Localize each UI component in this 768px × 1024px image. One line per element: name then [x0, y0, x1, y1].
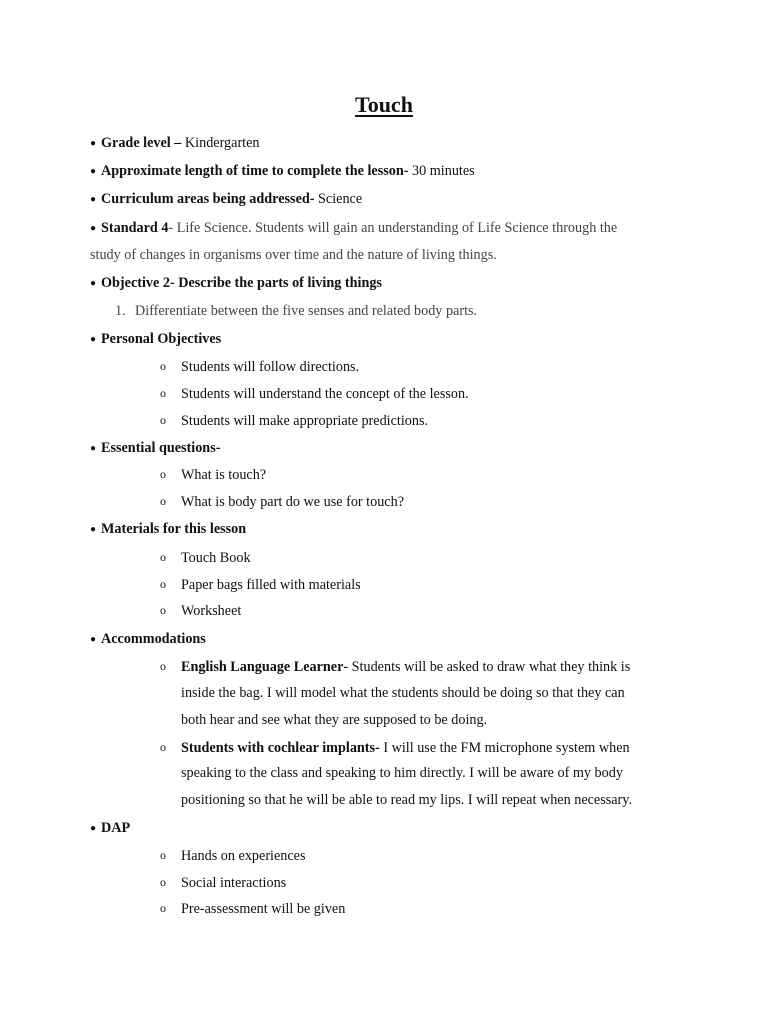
bullet-icon: ● [90, 278, 97, 289]
materials-line [90, 519, 246, 540]
ell-text-line3: both hear and see what they are supposed to be doing. [181, 712, 488, 728]
list-item [160, 898, 345, 919]
cochlear-label: Students with cochlear implants- [181, 740, 380, 756]
bullet-icon: ● [90, 194, 97, 205]
circle-bullet-icon: o [160, 467, 166, 481]
bullet-icon: ● [90, 634, 97, 645]
circle-bullet-icon: o [160, 875, 166, 889]
bullet-icon: ● [90, 334, 97, 345]
lesson-length-line [90, 161, 475, 182]
circle-bullet-icon: o [160, 603, 166, 617]
ell-label: English Language Learner [181, 659, 344, 675]
curriculum-label: Curriculum areas being addressed- [101, 191, 315, 207]
circle-bullet-icon: o [160, 901, 166, 915]
circle-bullet-icon: o [160, 740, 166, 754]
list-item-text: Students will follow directions. [181, 359, 360, 375]
circle-bullet-icon: o [160, 494, 166, 508]
personal-objectives-heading: Personal Objectives [101, 331, 222, 347]
grade-level-label: Grade level – [101, 135, 182, 151]
list-item [160, 491, 404, 512]
bullet-icon: ● [90, 524, 97, 535]
objective-number: 1. [115, 303, 126, 319]
standard-label: Standard 4 [101, 220, 169, 236]
cochlear-text-line2: speaking to the class and speaking to him directly. I will be aware of my body [181, 765, 623, 781]
list-item-text: Students will understand the concept of the lesson. [181, 386, 469, 402]
grade-level-value: Kindergarten [181, 135, 260, 151]
ell-text-line1: - Students will be asked to draw what they think is [343, 659, 631, 675]
bullet-icon: ● [90, 823, 97, 834]
dap-line [90, 818, 130, 839]
list-item-text: Touch Book [181, 550, 251, 566]
standard-text-line1: - Life Science. Students will gain an understanding of Life Science through the [168, 220, 618, 236]
list-item [160, 383, 469, 404]
list-item-text: Hands on experiences [181, 848, 306, 864]
objective-item [115, 301, 477, 321]
list-item-text: What is body part do we use for touch? [181, 494, 404, 510]
circle-bullet-icon: o [160, 359, 166, 373]
list-item [160, 464, 266, 485]
list-item-text: What is touch? [181, 467, 267, 483]
page-title: Touch [355, 92, 413, 117]
lesson-length-value: 30 minutes [408, 163, 475, 179]
list-item-text: Students will make appropriate predictions. [181, 413, 429, 429]
lesson-length-label: Approximate length of time to complete the lesson- [101, 163, 409, 179]
accommodations-heading: Accommodations [101, 631, 206, 647]
bullet-icon: ● [90, 166, 97, 177]
list-item [160, 656, 630, 677]
cochlear-text-line3: positioning so that he will be able to read my lips. I will repeat when necessary. [181, 792, 632, 808]
ell-text-line2: inside the bag. I will model what the students should be doing so that they can [181, 685, 625, 701]
objective-heading: Objective 2- Describe the parts of living things [101, 275, 382, 291]
objective-item-text: Differentiate between the five senses and related body parts. [135, 303, 478, 319]
standard-text-line2: study of changes in organisms over time and the nature of living things. [90, 247, 497, 263]
bullet-icon: ● [90, 138, 97, 149]
list-item [160, 547, 251, 568]
curriculum-value: Science [314, 191, 363, 207]
grade-level-line [90, 133, 260, 154]
essential-questions-heading: Essential questions- [101, 440, 221, 456]
list-item [160, 600, 241, 621]
dap-heading: DAP [101, 820, 131, 836]
circle-bullet-icon: o [160, 386, 166, 400]
accommodations-line [90, 629, 206, 650]
list-item [160, 410, 428, 431]
circle-bullet-icon: o [160, 848, 166, 862]
list-item-text: Paper bags filled with materials [181, 577, 361, 593]
list-item [160, 356, 359, 377]
list-item-text: Pre-assessment will be given [181, 901, 346, 917]
cochlear-text-line1: I will use the FM microphone system when [379, 740, 630, 756]
circle-bullet-icon: o [160, 577, 166, 591]
circle-bullet-icon: o [160, 659, 166, 673]
personal-objectives-line [90, 329, 221, 350]
list-item-text: Social interactions [181, 875, 287, 891]
list-item-text: Worksheet [181, 603, 242, 619]
essential-questions-line [90, 438, 220, 459]
curriculum-line [90, 189, 362, 210]
list-item [160, 845, 306, 866]
objective-line [90, 273, 382, 294]
list-item [160, 737, 630, 758]
materials-heading: Materials for this lesson [101, 521, 247, 537]
circle-bullet-icon: o [160, 413, 166, 427]
list-item [160, 574, 361, 595]
bullet-icon: ● [90, 443, 97, 454]
circle-bullet-icon: o [160, 550, 166, 564]
bullet-icon: ● [90, 223, 97, 234]
standard-line [90, 218, 617, 239]
list-item [160, 872, 286, 893]
